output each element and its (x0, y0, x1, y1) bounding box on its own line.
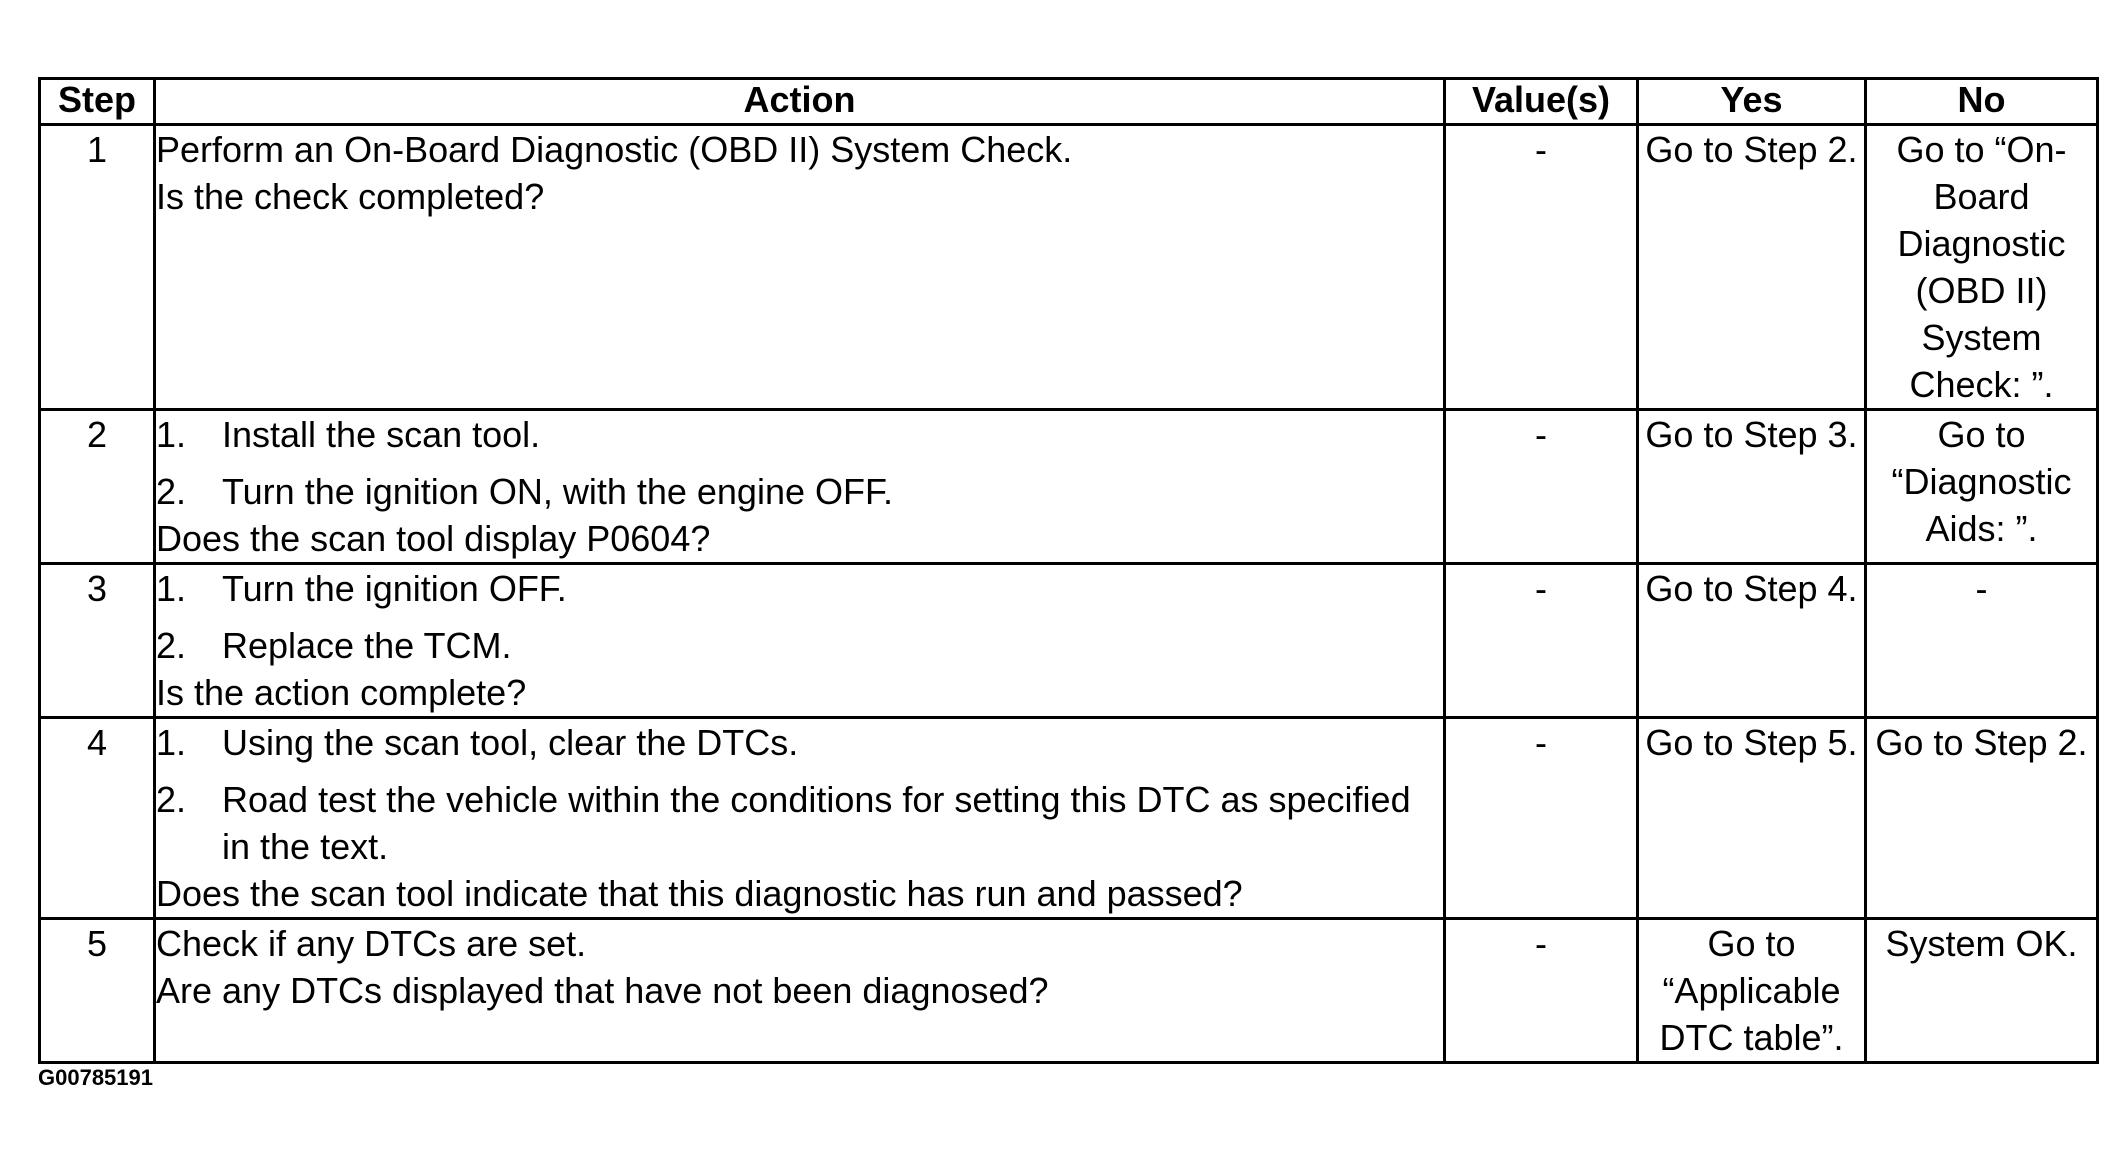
diagnostic-table (38, 77, 2099, 1064)
table-row (40, 919, 2098, 1063)
action-question: Is the check completed? (156, 176, 545, 217)
figure-id: G00785191 (38, 1065, 153, 1090)
action-cell (155, 919, 1445, 1063)
action-cell (155, 718, 1445, 919)
item-text: Replace the TCM. (222, 625, 512, 666)
table-row (40, 410, 2098, 564)
action-item (156, 776, 1443, 870)
item-text: Turn the ignition OFF. (222, 568, 567, 609)
item-number: 2. (156, 471, 187, 512)
action-item (156, 622, 1443, 669)
value-cell: - (1445, 564, 1638, 718)
no-cell: System OK. (1866, 919, 2098, 1063)
action-question: Does the scan tool display P0604? (156, 518, 711, 559)
item-number: 2. (156, 625, 187, 666)
no-cell: Go to Step 2. (1866, 718, 2098, 919)
table-row (40, 718, 2098, 919)
header-step: Step (40, 79, 155, 125)
yes-cell: Go to Step 4. (1638, 564, 1866, 718)
value-cell: - (1445, 718, 1638, 919)
item-text: Install the scan tool. (222, 414, 541, 455)
step-number: 2 (40, 410, 155, 564)
action-item (156, 719, 1443, 766)
header-yes: Yes (1638, 79, 1866, 125)
no-cell: Go to “On-Board Diagnostic (OBD II) System Check: ”. (1866, 125, 2098, 410)
no-cell: Go to “Diagnostic Aids: ”. (1866, 410, 2098, 564)
header-no: No (1866, 79, 2098, 125)
yes-cell: Go to Step 5. (1638, 718, 1866, 919)
yes-cell: Go to Step 2. (1638, 125, 1866, 410)
no-cell: - (1866, 564, 2098, 718)
action-item (156, 411, 1443, 458)
value-cell: - (1445, 919, 1638, 1063)
item-text: Turn the ignition ON, with the engine OFF. (222, 471, 893, 512)
action-cell (155, 564, 1445, 718)
header-action: Action (155, 79, 1445, 125)
action-cell (155, 410, 1445, 564)
value-cell: - (1445, 125, 1638, 410)
item-text: Road test the vehicle within the conditions for setting this DTC as specified in the text. (222, 779, 1411, 867)
action-question: Is the action complete? (156, 672, 527, 713)
value-cell: - (1445, 410, 1638, 564)
action-question: Are any DTCs displayed that have not been diagnosed? (156, 970, 1049, 1011)
table-row (40, 125, 2098, 410)
action-line: Perform an On-Board Diagnostic (OBD II) System Check. (156, 129, 1073, 170)
action-item (156, 468, 1443, 515)
yes-cell: Go to “Applicable DTC table”. (1638, 919, 1866, 1063)
step-number: 3 (40, 564, 155, 718)
item-text: Using the scan tool, clear the DTCs. (222, 722, 799, 763)
item-number: 1. (156, 414, 187, 455)
step-number: 1 (40, 125, 155, 410)
action-cell (155, 125, 1445, 410)
action-line: Check if any DTCs are set. (156, 923, 587, 964)
table-header-row (40, 79, 2098, 125)
table-row (40, 564, 2098, 718)
step-number: 5 (40, 919, 155, 1063)
action-item (156, 565, 1443, 612)
item-number: 1. (156, 568, 187, 609)
item-number: 2. (156, 779, 187, 820)
header-values: Value(s) (1445, 79, 1638, 125)
action-question: Does the scan tool indicate that this diagnostic has run and passed? (156, 873, 1243, 914)
yes-cell: Go to Step 3. (1638, 410, 1866, 564)
item-number: 1. (156, 722, 187, 763)
step-number: 4 (40, 718, 155, 919)
